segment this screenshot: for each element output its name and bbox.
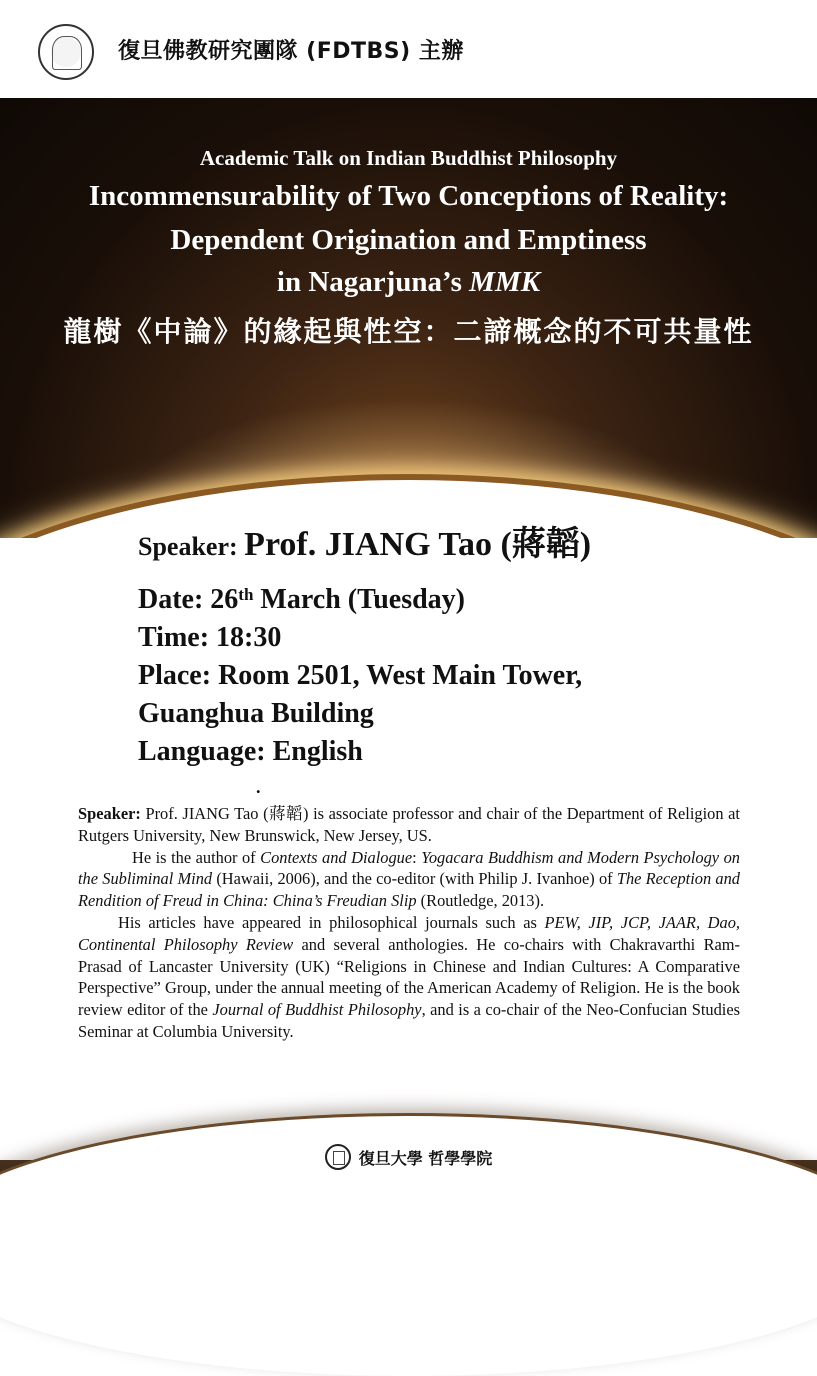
bio-p3-journals: PEW, JIP, JCP, JAAR, Dao, Continental Philosophy Review [78, 912, 741, 954]
bio-p2-a: He is the author of [132, 847, 261, 867]
bio-p2-book-1-sub: Yogacara Buddhism and Modern Psychology on the Subliminal Mind [78, 847, 740, 889]
bio-p2-g: (Routledge, 2013). [416, 891, 545, 911]
separator-dot: . [256, 777, 261, 797]
event-place-line-2: Guanghua Building [138, 698, 374, 729]
event-date [138, 584, 465, 616]
bio-p3-a: His articles have appeared in philosophical journals such as [118, 912, 545, 932]
bio-paragraph-3 [78, 912, 740, 1043]
footer-institution: 復旦大學 哲學學院 [358, 1148, 493, 1168]
bio-p2-book-1: Contexts and Dialogue [260, 847, 413, 867]
bio-p2-e: (Hawaii, 2006), and the co-editor (with Philip J. Ivanhoe) of [212, 869, 617, 889]
bio-paragraph-1 [78, 803, 740, 847]
bio-p1-text: Prof. JIANG Tao (蔣韜) is associate professor and chair of the Department of Religion at Rutgers University, New Brunswick, New Jersey, US. [78, 804, 740, 845]
speaker-label: Speaker: [138, 532, 245, 561]
bio-paragraph-2 [78, 847, 740, 912]
date-prefix: Date: 26 [138, 584, 239, 615]
bio-p2-book-2: The Reception and Rendition of Freud in China: China’s Freudian Slip [78, 869, 740, 911]
date-superscript: th [238, 585, 254, 604]
speaker-bio [78, 803, 740, 1043]
bio-p3-journal: Journal of Buddhist Philosophy [212, 1000, 422, 1020]
title-line-3-prefix: in Nagarjuna’s [276, 266, 470, 298]
speaker-name: Prof. JIANG Tao (蔣韜) [244, 526, 592, 563]
talk-title-line-2: Dependent Origination and Emptiness [170, 224, 647, 256]
fdtbs-seal-logo [38, 24, 94, 80]
talk-title-line-3 [0, 266, 817, 299]
bio-p3-c: and several anthologies. He co-chairs with Chakravarthi Ram-Prasad of Lancaster University (UK) “Religions in Chinese and Indian Cultures: A Comparative Perspective” Group, under the annual meeting of the American Academy of Religion. He is the book review editor of the [78, 934, 740, 1020]
header-strip [0, 0, 817, 98]
event-language: Language: English [138, 736, 363, 767]
bio-p3-e: , and is a co-chair of the Neo-Confucian Studies Seminar at Columbia University. [78, 1000, 740, 1041]
title-line-3-italic: MMK [469, 266, 541, 298]
organizer-title: 復旦佛教研究團隊 (FDTBS) 主辦 [118, 39, 464, 64]
fudan-seal-logo [325, 1144, 351, 1170]
event-place-line-1: Place: Room 2501, West Main Tower, [138, 660, 583, 691]
speaker-line [138, 516, 591, 565]
talk-title-line-1: Incommensurability of Two Conceptions of Reality: [88, 180, 729, 212]
talk-title-chinese: 龍樹《中論》的緣起與性空：二諦概念的不可共量性 [63, 315, 754, 348]
event-time: Time: 18:30 [138, 622, 282, 653]
date-suffix: March (Tuesday) [253, 584, 465, 615]
bio-p2-c: : [412, 847, 422, 867]
footer [0, 1142, 817, 1172]
talk-subtitle: Academic Talk on Indian Buddhist Philosophy [199, 146, 618, 170]
bio-speaker-label: Speaker: [78, 804, 141, 823]
